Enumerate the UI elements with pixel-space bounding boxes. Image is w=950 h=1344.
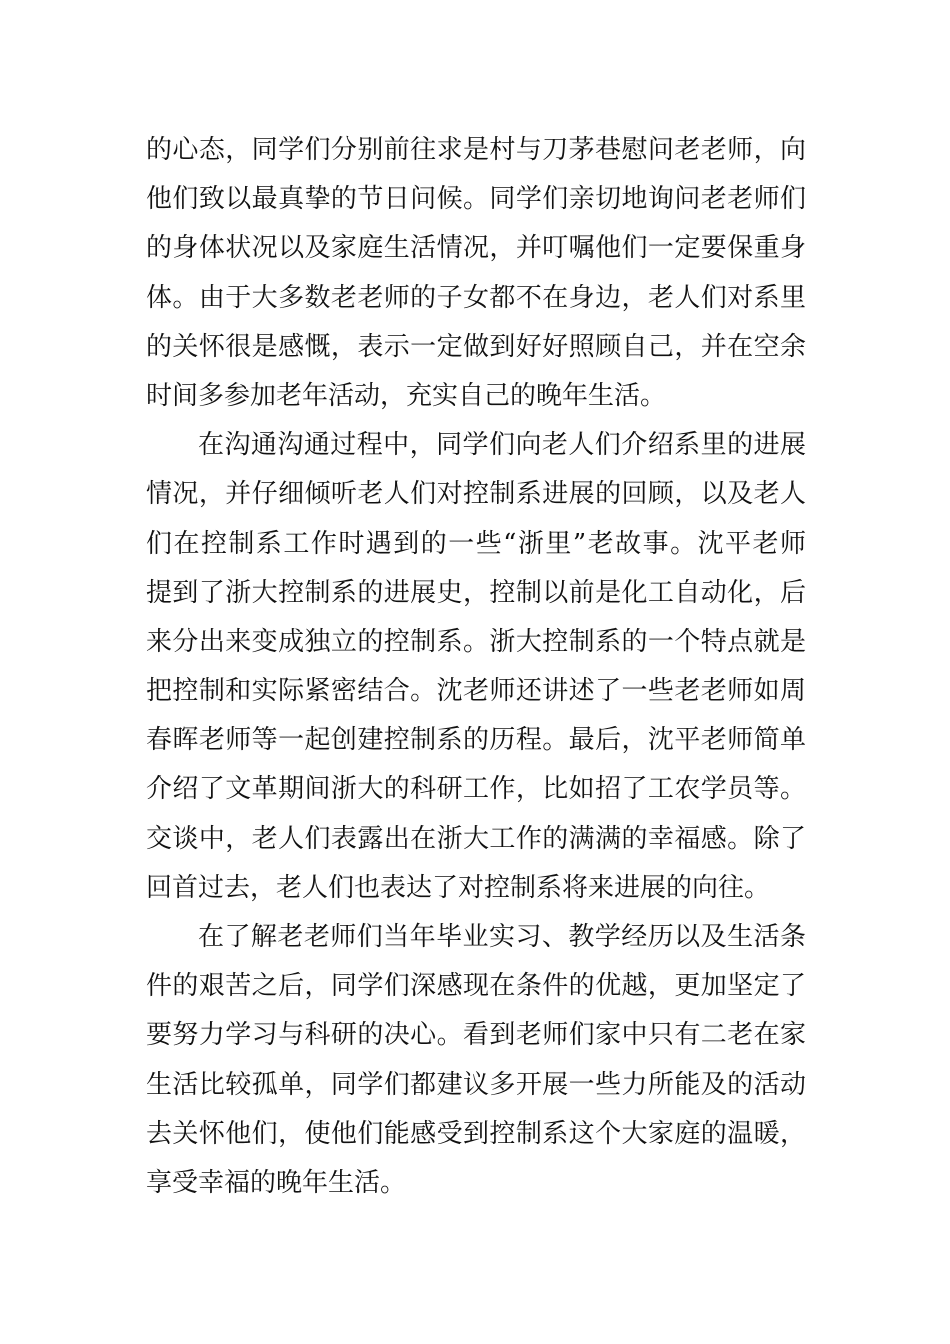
text-line: 时间多参加老年活动，充实自己的晚年生活。	[146, 380, 667, 411]
text-line: 件的艰苦之后，同学们深感现在条件的优越，更加坚定了	[146, 971, 806, 1002]
text-line: 提到了浙大控制系的进展史，控制以前是化工自动化，后	[146, 577, 806, 608]
text-line: 情况，并仔细倾听老人们对控制系进展的回顾，以及老人	[146, 479, 806, 510]
text-line: 来分出来变成独立的控制系。浙大控制系的一个特点就是	[146, 626, 806, 657]
text-line: 享受幸福的晚年生活。	[146, 1167, 407, 1198]
text-line: 春晖老师等一起创建控制系的历程。最后，沈平老师简单	[146, 725, 806, 756]
text-line: 回首过去，老人们也表达了对控制系将来进展的向往。	[146, 872, 771, 903]
text-line: 的心态，同学们分别前往求是村与刀茅巷慰问老老师，向	[146, 135, 806, 165]
text-line: 在沟通沟通过程中，同学们向老人们介绍系里的进展	[198, 430, 806, 461]
text-line: 的关怀很是感慨，表示一定做到好好照顾自己，并在空余	[146, 331, 806, 362]
text-line: 他们致以最真挚的节日问候。同学们亲切地询问老老师们	[146, 184, 806, 215]
text-line: 的身体状况以及家庭生活情况，并叮嘱他们一定要保重身	[146, 233, 806, 264]
text-line: 要努力学习与科研的决心。看到老师们家中只有二老在家	[146, 1020, 806, 1051]
text-line: 们在控制系工作时遇到的一些“浙里”老故事。沈平老师	[146, 528, 806, 559]
text-line: 体。由于大多数老老师的子女都不在身边，老人们对系里	[146, 282, 806, 313]
text-line: 在了解老老师们当年毕业实习、教学经历以及生活条	[198, 922, 806, 952]
text-line: 交谈中，老人们表露出在浙大工作的满满的幸福感。除了	[146, 823, 806, 854]
text-line: 生活比较孤单，同学们都建议多开展一些力所能及的活动	[146, 1069, 806, 1100]
text-line: 把控制和实际紧密结合。沈老师还讲述了一些老老师如周	[146, 676, 806, 707]
text-line: 去关怀他们，使他们能感受到控制系这个大家庭的温暖，	[146, 1118, 806, 1149]
body-text	[146, 126, 806, 1208]
text-line: 介绍了文革期间浙大的科研工作，比如招了工农学员等。	[146, 774, 806, 805]
